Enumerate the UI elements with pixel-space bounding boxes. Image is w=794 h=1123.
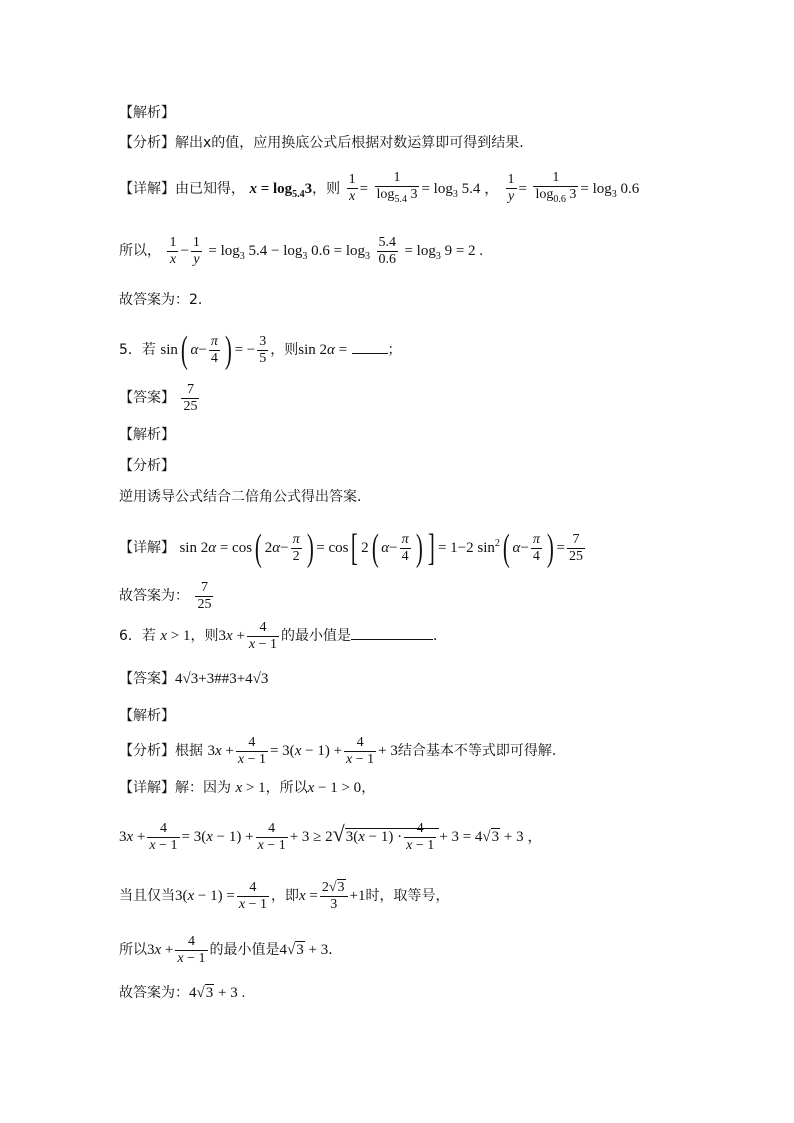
q6-answer-value: 4√3+3##3+4√3 [175, 671, 269, 687]
q5-answer [119, 380, 201, 416]
one-over-y: $\frac{1}{y}$ [507, 172, 515, 205]
q5-fenxi: 【分析】 [119, 458, 175, 474]
jiexi-tag: 【解析】 [119, 105, 175, 121]
q5-final: 故答案为： $\frac{7}{25}$ [119, 579, 212, 612]
q5-jiexi: 【解析】 [119, 427, 175, 443]
sec4-detail-prefix: 由已知得， [175, 180, 245, 197]
one-over-x: $\frac{1}{x}$ [348, 172, 356, 205]
q6-answer-blank [351, 639, 433, 640]
one-over-log06-3: $\frac{1}{\log_{0.6} 3}$ [535, 170, 577, 205]
q6-equality: 当且仅当3(x − 1) = $\frac{4}{x - 1}$ ，即x = $\frac{2√3}{3}$ +1时，取等号， [119, 879, 450, 912]
frac-54-06: $\frac{5.4}{0.6}$ [378, 234, 396, 267]
sec4-suoyi-label: 所以， [119, 243, 161, 259]
x-equals-log: $x = \log_{5.4}3$ [249, 180, 313, 200]
one-over-log54-3: $\frac{1}{\log_{5.4} 3}$ [376, 170, 418, 205]
jiexi-heading [119, 103, 175, 123]
q6-stem: 6．若 x > 1，则3x + $\frac{4}{x - 1}$ 的最小值是 ． [119, 619, 448, 652]
sec4-suoyi: 所以， $\frac{1}{x}$ − $\frac{1}{y}$ = $\log_3 5.4 - \log_3 0.6 = \log_3$ $\frac{5.4}{0.6}$ = $\log_3 9 = 2$ . [119, 234, 484, 267]
q6-answer: 【答案】4√3+3##3+4√3 [119, 671, 269, 687]
q5-answer-frac: $\frac{7}{25}$ [183, 381, 198, 414]
q6-detail-inequality: 3x + $\frac{4}{x - 1}$ = 3(x − 1) + $\frac{4}{x - 1}$ + 3 ≥ 2√3(x − 1) · $\frac{4}{x - 1}$ + 3 = 4√3 + 3 ， [119, 820, 543, 853]
sec4-analysis [119, 133, 524, 153]
q5-number: 5． [119, 342, 142, 358]
q6-analysis: 【分析】根据 3x + $\frac{4}{x - 1}$ = 3(x − 1) + $\frac{4}{x - 1}$ + 3结合基本不等式即可得解. [119, 734, 557, 767]
sec4-then: ，则 [312, 180, 341, 197]
q6-conclusion: 所以3x + $\frac{4}{x - 1}$ 的最小值是4√3 + 3． [119, 933, 343, 966]
xiangjie-tag: 【详解】 [119, 180, 175, 197]
daan-tag: 【答案】 [119, 390, 175, 406]
q6-detail-1: 【详解】解：因为 x > 1，所以x − 1 > 0， [119, 780, 376, 796]
q6-jiexi: 【解析】 [119, 708, 175, 724]
q6-final: 故答案为：4√3 + 3 . [119, 985, 246, 1001]
sec4-analysis-text: 解出x的值，应用换底公式后根据对数运算即可得到结果. [175, 135, 524, 151]
sec4-final: 故答案为：2. [119, 292, 203, 308]
q5-stem: 5．若 sin( α− $\frac{\pi}{4}$ ) = − $\frac{3}{5}$ ，则sin 2α = ； [119, 329, 402, 371]
fenxi-tag: 【分析】 [119, 135, 175, 151]
q5-answer-blank [352, 353, 388, 354]
log-difference: = $\log_3 5.4 - \log_3 0.6 = \log_3$ [208, 243, 371, 262]
q5-analysis: 逆用诱导公式结合二倍角公式得出答案. [119, 489, 362, 505]
q5-detail: 【详解】 sin 2α = cos( 2α− $\frac{\pi}{2}$ ) = cos[ 2( α− $\frac{\pi}{4}$ ) ] = 1−2 $\sin^2$( α− $\frac{\pi}{4}$ ) = $\frac{7}{25}$ [119, 527, 584, 569]
q6-number: 6． [119, 628, 142, 644]
sec4-detail: 【详解】由已知得， $x = \log_{5.4}3$，则 $\frac{1}{x}$ = $\frac{1}{\log_{5.4} 3}$ = $\log_3 5.4$ ， $\frac{1}{y}$ = $\frac{1}{\log_{0.6} 3}$ = $\log_3 0.6$ [119, 170, 639, 213]
